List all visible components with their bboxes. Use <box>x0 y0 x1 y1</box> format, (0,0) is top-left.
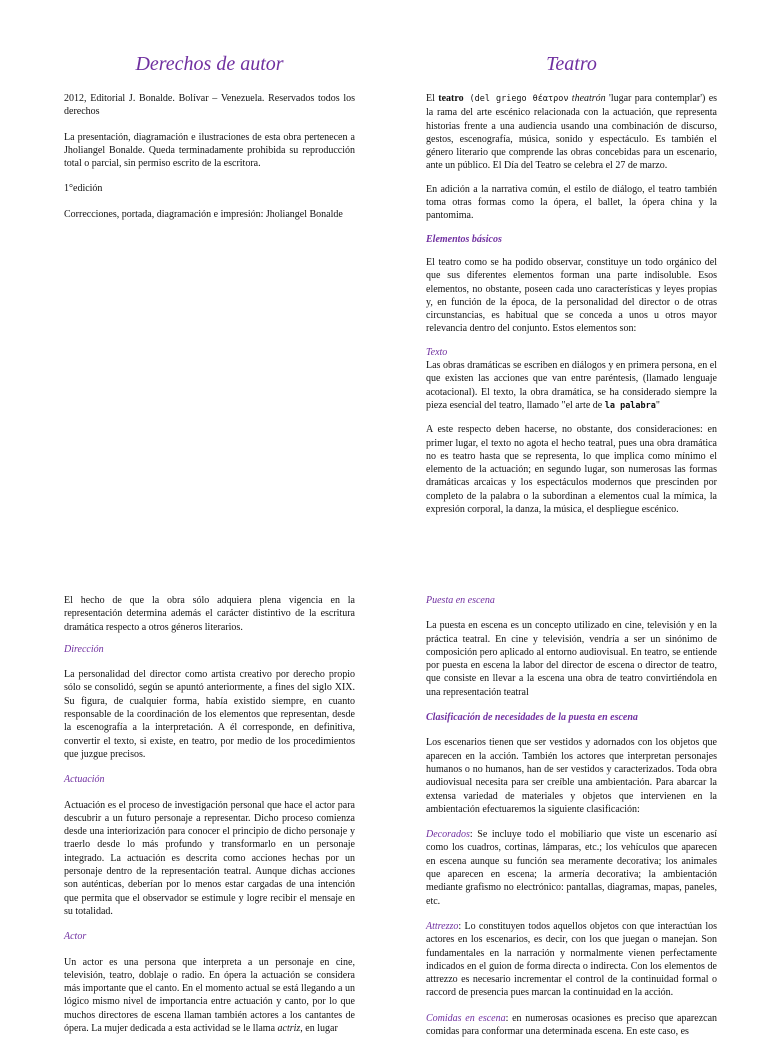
texto-text: Las obras dramáticas se escriben en diálogos y en primera persona, en el que existen las acciones que van entre paréntesis, (llamado lenguaje acotacional). El texto, la obra dramática, se ha considerado siempre la pieza esencial del teatro, llamado "el arte de <box>426 360 717 411</box>
actor-text: Un actor es una persona que interpreta a un personaje en cine, televisión, teatro, doblaje o radio. En ópera la actuación se considera más importante que el canto. En el momento actual se está llegando a un lógico mismo nivel de importancia entre actuación y canto, por lo que muchos directores de escena llaman también actores a los cantantes de ópera. La mujer dedicada a esta actividad se le llama <box>64 956 355 1035</box>
section-heading: Actor <box>64 931 87 943</box>
actor-text-end: , en lugar <box>300 1023 338 1035</box>
intro-text: El <box>426 93 439 104</box>
elements-paragraph: El teatro como se ha podido observar, constituye un todo orgánico del que sus diferentes elementos forman una parte indisoluble. Esos elementos, no obstante, poseen cada uno características y leyes propias y, en función de la época, de la personalidad del director o de otras circunstancias, es habitual que se conceda a unos u otros mayor relevancia dentro del conjunto. Estos elementos son: <box>426 256 717 335</box>
greek-etymology: (del griego θέατρον <box>463 94 569 104</box>
intro-text-rest: 'lugar para contemplar') es la rama del arte escénico relacionada con la actuación, que representa historias frente a una audiencia usando una combinación de discurso, gestos, escenografía, música, sonido y espectáculo. Es también el género literario que comprende las obras concebidas para un escenario, ante un público. El Día del Teatro se celebra el 27 de marzo. <box>426 93 718 172</box>
puesta-en-escena-page <box>426 594 717 1038</box>
actriz-term: actriz <box>277 1023 301 1035</box>
decorados-text: : Se incluye todo el mobiliario que viste un escenario así como los cuadros, cortinas, lámparas, etc.; los vehículos que aparecen en escena aunque su función sea meramente decorativa; los animales que aparecen en escena; la armería decorativa; la ambientación mediante grafismo no electrónico: pantallas, diagramas, mapas, paneles, etc. <box>426 829 717 907</box>
intro-paragraph: El hecho de que la obra sólo adquiera plena vigencia en la representación determina además el carácter distintivo de la escritura dramática respecto a otros géneros literarios. <box>64 595 355 633</box>
theatron-term: theatrón <box>568 93 606 104</box>
comidas-text: : en numerosas ocasiones es preciso que aparezcan comidas para conformar una determinada escena. En este caso, es <box>426 1012 718 1038</box>
teatro-term: teatro <box>438 93 464 104</box>
texto-text-end: " <box>655 399 660 411</box>
forms-paragraph: En adición a la narrativa común, el estilo de diálogo, el teatro también toma otras formas como la ópera, el ballet, la ópera china y la pantomima. <box>426 183 717 222</box>
attrezzo-term: Attrezzo <box>426 920 459 932</box>
copyright-line: 2012, Editorial J. Bonalde. Bolívar – Venezuela. Reservados todos los derechos <box>64 93 355 118</box>
direccion-paragraph: La personalidad del director como artista creativo por derecho propio sólo se consolidó, según se apuntó anteriormente, a fines del siglo XIX. Su figura, de cualquier forma, había existido siempre, en cuanto responsable de la coordinación de los elementos que representan, desde la escenografía a la interpretación. A él corresponde, en definitiva, convertir el texto, si existe, en teatro, por medio de los procedimientos que juzgue precisos. <box>64 669 355 760</box>
page-title: Derechos de autor <box>135 53 284 75</box>
attrezzo-paragraph <box>426 920 717 1000</box>
comidas-term: Comidas en escena <box>426 1012 506 1024</box>
section-heading: Elementos básicos <box>426 233 502 245</box>
section-heading: Texto <box>426 346 448 358</box>
actor-paragraph <box>64 956 355 1036</box>
page-title: Teatro <box>546 53 597 75</box>
section-heading: Clasificación de necesidades de la puesta en escena <box>426 712 638 724</box>
palabra-term: la palabra <box>604 400 656 411</box>
intro-paragraph <box>426 92 717 173</box>
decorados-term: Decorados <box>426 829 470 841</box>
teatro-page <box>426 52 717 516</box>
puesta-paragraph: La puesta en escena es un concepto utilizado en cine, televisión y en la práctica teatral. En cine y televisión, vendría a ser un sinónimo de composición pero aplicado al entorno audiovisual. En teatro, se entiende por puesta en escena la labor del director de escena o director de teatro, que consiste en llevar a la escena una obra de teatro convirtiéndola en una representación teatral <box>426 620 717 698</box>
rights-paragraph: La presentación, diagramación e ilustraciones de esta obra pertenecen a Jholiangel Bonalde. Queda terminadamente prohibida su reproducción total o parcial, sin permiso escrito de la escritora. <box>64 131 355 170</box>
decorados-paragraph <box>426 828 717 908</box>
edition-line: 1°edición <box>64 183 103 195</box>
comidas-paragraph <box>426 1012 717 1038</box>
direccion-page <box>64 594 355 1035</box>
attrezzo-text: : Lo constituyen todos aquellos objetos con que interactúan los actores en los escenarios, es decir, con los que juegan o manejan. Son fundamentales en la narración y normalmente vienen perfectamente indicados en el guion de forma directa o indirecta. Con los elementos de attrezzo es necesario incrementar el control de la continuidad formal o raccord de presencia pues marcan la continuidad en la acción. <box>426 920 717 999</box>
section-heading: Dirección <box>64 643 104 655</box>
section-heading: Actuación <box>64 774 105 786</box>
section-heading: Puesta en escena <box>426 595 495 606</box>
texto-paragraph <box>426 359 717 413</box>
considerations-paragraph: A este respecto deben hacerse, no obstante, dos consideraciones: en primer lugar, el texto no agota el hecho teatral, pues una obra dramática no es teatro hasta que se representa, lo que implica como mínimo el elemento de la actuación; en segundo lugar, son numerosas las formas dramáticas arcaicas y los espectáculos modernos que prescinden por completo de la palabra o la subordinan a elementos cual la mímica, la expresión corporal, la danza, la música, el despliegue escénico. <box>426 424 717 516</box>
actuacion-paragraph: Actuación es el proceso de investigación personal que hace el actor para descubrir a un futuro personaje a representar. Dicho proceso comienza desde una interiorización para conocer el principio de dicho personaje y traerlo desde lo más profundo y transformarlo en un personaje integrado. La actuación es descrita como acciones hechas por un personaje dentro de la representación teatral. Aunque dichas acciones son auténticas, deberían por lo menos estar cargadas de una intención que permita que el observador se estimule y logre recibir el mensaje en su totalidad. <box>64 799 355 917</box>
credits-line: Correcciones, portada, diagramación e impresión: Jholiangel Bonalde <box>64 208 343 220</box>
clasificacion-paragraph: Los escenarios tienen que ser vestidos y adornados con los objetos que aparecen en la acción. También los actores que interpretan personajes humanos o no humanos, han de ser vestidos y caracterizados. Toda obra audiovisual necesita para ser creíble una ambientación. Para abarcar la extensa variedad de materiales y objetos que intervienen en la ambientación efectuaremos la siguiente clasificación: <box>426 737 717 815</box>
copyright-page <box>64 52 355 221</box>
